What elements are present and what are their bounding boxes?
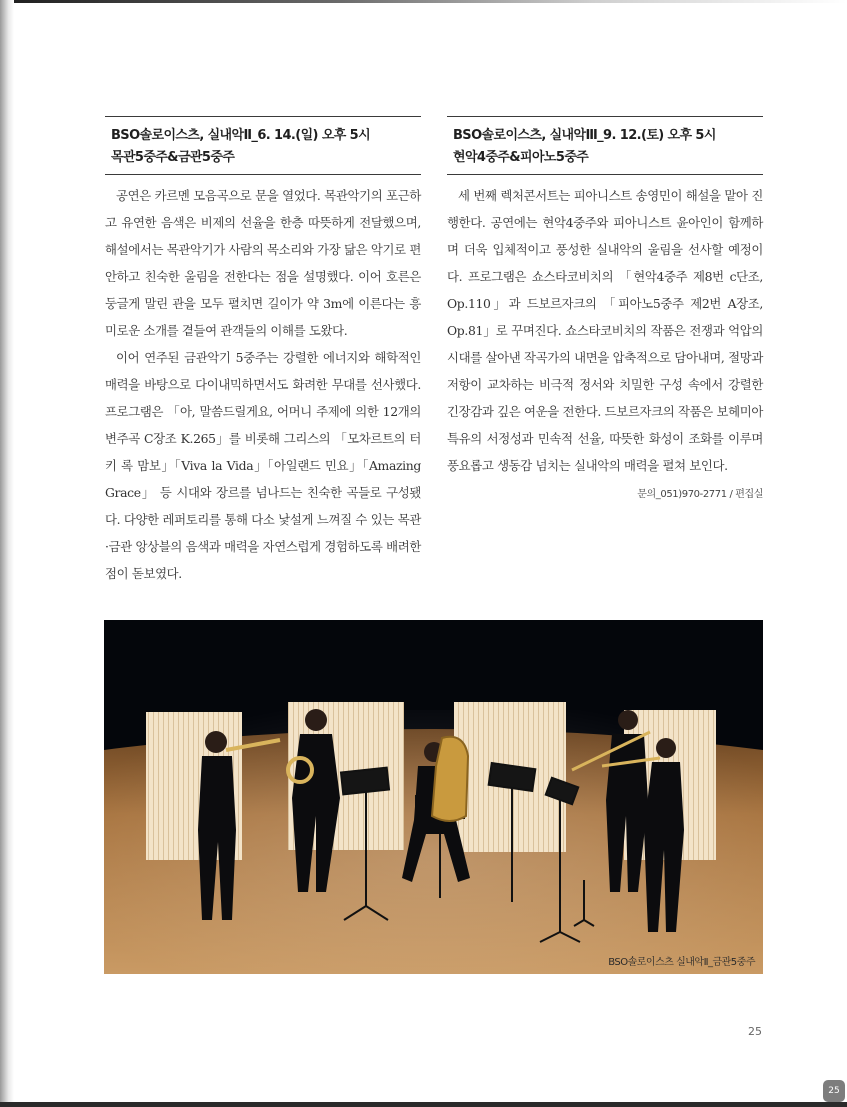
- section-heading-left: [105, 116, 421, 175]
- page-number: 25: [748, 1025, 762, 1038]
- heading-title-right: BSO솔로이스츠, 실내악Ⅲ_9. 12.(토) 오후 5시: [453, 128, 716, 143]
- section-heading-right: [447, 116, 763, 175]
- article-body-right: [447, 182, 763, 479]
- photo-caption: BSO솔로이스츠 실내악Ⅱ_금관5중주: [608, 957, 755, 968]
- music-stand: [341, 768, 389, 795]
- music-stand: [489, 763, 536, 791]
- article-body-left: [105, 182, 421, 587]
- heading-subtitle-right: 현악4중주&피아노5중주: [453, 150, 589, 165]
- page-bottom-edge: [0, 1102, 847, 1107]
- page-top-edge: [0, 0, 847, 3]
- paragraph: 공연은 카르멘 모음곡으로 문을 열었다. 목관악기의 포근하고 유연한 음색은 비제의 선율을 한층 따뜻하게 전달했으며, 해설에서는 목관악기가 사람의 목소리와 가장 닮은 악기로 편안하고 친숙한 울림을 전한다는 점을 설명했다. 이어 호른은 둥글게 말린 관을 모두 펼치면 길이가 약 3m에 이른다는 흥미로운 소개를 곁들여 관객들의 이해를 도왔다.: [105, 188, 421, 338]
- page-spine-shadow: [0, 0, 14, 1107]
- article-column-right: [447, 116, 763, 500]
- brass-quintet-illustration: [104, 620, 763, 974]
- paragraph: 이어 연주된 금관악기 5중주는 강렬한 에너지와 해학적인 매력을 바탕으로 다이내믹하면서도 화려한 무대를 선사했다. 프로그램은 「아, 말씀드릴게요, 어머니 주제에 의한 12개의 변주곡 C장조 K.265」를 비롯해 그리스의 「모차르트의 터키 록 맘보」「Viva la Vida」「아일랜드 민요」「Amazing Grace」 등 시대와 장르를 넘나드는 친숙한 곡들로 구성됐다. 다양한 레퍼토리를 통해 다소 낯설게 느껴질 수 있는 목관·금관 앙상블의 음색과 매력을 자연스럽게 경험하도록 배려한 점이 돋보였다.: [105, 350, 421, 581]
- contact-info: 문의_051)970-2771 / 편집실: [637, 489, 763, 500]
- paragraph: 세 번째 렉처콘서트는 피아니스트 송영민이 해설을 맡아 진행한다. 공연에는 현악4중주와 피아니스트 윤아인이 함께하며 더욱 입체적이고 풍성한 실내악의 울림을 선사할 예정이다. 프로그램은 쇼스타코비치의 「현악4중주 제8번 c단조, Op.110」과 드보르자크의 「피아노5중주 제2번 A장조, Op.81」로 꾸며진다. 쇼스타코비치의 작품은 전쟁과 억압의 시대를 살아낸 작곡가의 내면을 압축적으로 담아내며, 절망과 저항이 교차하는 비극적 정서와 치밀한 구성 속에서 강렬한 긴장감과 깊은 여운을 전한다. 드보르자크의 작품은 보헤미아 특유의 서정성과 민속적 선율, 따뜻한 화성이 조화를 이루며 풍요롭고 생동감 넘치는 실내악의 매력을 펼쳐 보인다.: [447, 188, 763, 473]
- page-indicator-button[interactable]: 25: [823, 1080, 845, 1102]
- concert-photo: [104, 620, 763, 974]
- heading-subtitle-left: 목관5중주&금관5중주: [111, 150, 235, 165]
- heading-title-left: BSO솔로이스츠, 실내악Ⅱ_6. 14.(일) 오후 5시: [111, 128, 371, 143]
- article-column-left: [105, 116, 421, 587]
